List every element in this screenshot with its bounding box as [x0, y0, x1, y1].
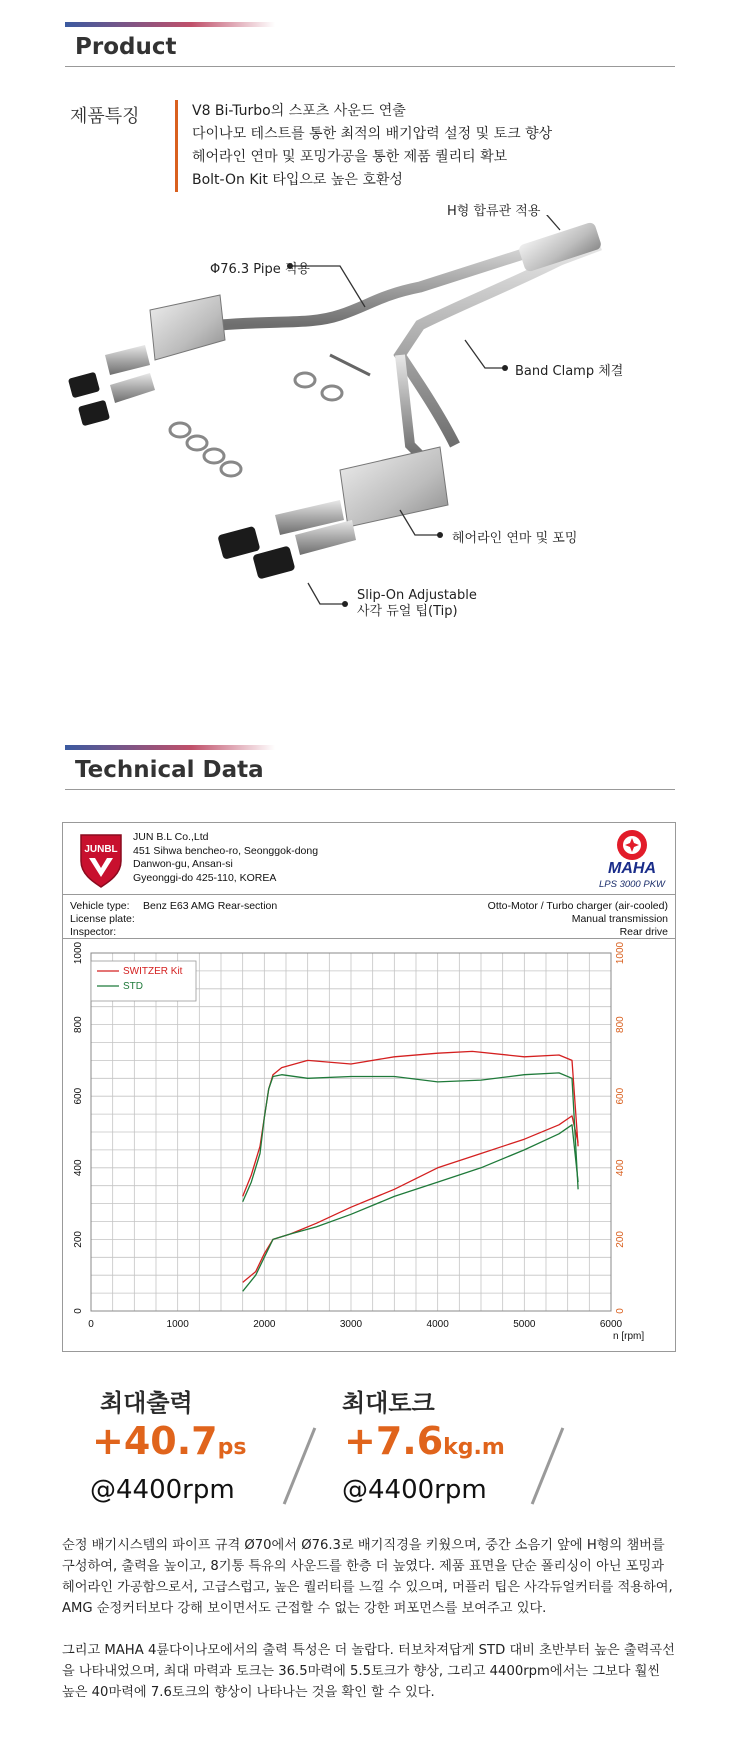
inspector-label: Inspector:	[70, 926, 117, 938]
address-line: Gyeonggi-do 425-110, KOREA	[133, 871, 277, 884]
divider-slash	[283, 1427, 316, 1504]
description-paragraph: 그리고 MAHA 4륜다이나모에서의 출력 특성은 더 놀랍다. 터보차져답게 STD 대비 초반부터 높은 출력곡선을 나타내었으며, 최대 마력과 토크는 36.5마력에 5.5토크가 향상, 그리고 4400rpm에서는 그보다 훨씬 높은 40마력에 7.6토크의 향상이 나타나는 것을 확인 할 수 있다.	[62, 1643, 675, 1700]
vehicle-type-label: Vehicle type:	[70, 900, 130, 912]
vehicle-type-value: Benz E63 AMG Rear-section	[143, 900, 278, 912]
dyno-model: LPS 3000 PKW	[598, 879, 665, 890]
transmission: Manual transmission	[571, 913, 668, 925]
y-tick-label-left: 400	[73, 1159, 84, 1177]
lower-tips	[217, 500, 356, 580]
x-tick-label: 3000	[339, 1319, 363, 1330]
y-tick-label-right: 0	[615, 1308, 626, 1314]
address-line: Danwon-gu, Ansan-si	[133, 858, 233, 870]
features-list	[175, 100, 552, 192]
company-name: JUN B.L Co.,Ltd	[133, 831, 209, 843]
x-tick-label: 2000	[253, 1319, 276, 1330]
max-torque-value: +7.6kg.m	[344, 1419, 505, 1463]
dyno-chart	[63, 941, 675, 1351]
feature-item: V8 Bi-Turbo의 스포츠 사운드 연출	[192, 103, 406, 119]
callout-slip-on-line2: 사각 듀얼 팁(Tip)	[357, 604, 458, 619]
header-divider	[65, 789, 675, 790]
x-axis-label: n [rpm]	[613, 1331, 645, 1342]
technical-title: Technical Data	[75, 757, 264, 783]
performance-stats	[90, 1383, 690, 1513]
feature-item: 헤어라인 연마 및 포밍가공을 통한 제품 퀄리티 확보	[192, 149, 508, 165]
y-tick-label-left: 800	[73, 1016, 84, 1033]
license-plate-label: License plate:	[70, 913, 135, 925]
y-tick-label-left: 1000	[73, 941, 84, 965]
upper-tips	[68, 345, 155, 426]
y-tick-label-right: 200	[615, 1231, 626, 1248]
max-torque-rpm: @4400rpm	[342, 1475, 487, 1505]
drive-type: Rear drive	[619, 926, 668, 938]
product-title: Product	[75, 34, 177, 60]
legend-label: SWITZER Kit	[123, 966, 183, 977]
lower-pipe	[400, 245, 600, 445]
torque-unit: kg.m	[443, 1435, 505, 1460]
engine-type: Otto-Motor / Turbo charger (air-cooled)	[487, 900, 668, 912]
svg-text:MAHA: MAHA	[608, 860, 656, 875]
x-tick-label: 0	[88, 1319, 94, 1330]
power-unit: ps	[217, 1435, 247, 1460]
legend-label: STD	[123, 981, 143, 992]
dyno-report	[62, 822, 676, 1352]
maha-logo	[593, 827, 671, 890]
callout-h-pipe: H형 합류관 적용	[447, 204, 541, 219]
header-divider	[65, 66, 675, 67]
feature-item: 다이나모 테스트를 통한 최적의 배기압력 설정 및 토크 향상	[192, 126, 553, 142]
x-tick-label: 4000	[426, 1319, 449, 1330]
callout-band-clamp: Band Clamp 체결	[515, 364, 624, 379]
upper-muffler	[150, 295, 225, 360]
header-accent-bar	[65, 22, 275, 27]
y-tick-label-left: 600	[73, 1087, 84, 1105]
feature-item: Bolt-On Kit 타입으로 높은 호환성	[192, 172, 403, 188]
y-tick-label-right: 600	[615, 1087, 626, 1105]
y-tick-label-left: 200	[73, 1231, 84, 1248]
divider-slash	[531, 1427, 564, 1504]
band-clamps	[170, 373, 342, 476]
callout-slip-on-line1: Slip-On Adjustable	[357, 588, 477, 603]
lower-muffler	[340, 447, 448, 527]
description	[62, 1535, 677, 1724]
max-torque-label: 최대토크	[342, 1389, 435, 1417]
callout-hairline: 헤어라인 연마 및 포밍	[452, 531, 578, 546]
dyno-header	[63, 823, 675, 895]
description-paragraph: 순정 배기시스템의 파이프 규격 Ø70에서 Ø76.3로 배기직경을 키웠으며, 중간 소음기 앞에 H형의 챔버를 구성하여, 출력을 높이고, 8기통 특유의 사운드를 한층 더 높였다. 제품 표면을 단순 폴리싱이 아닌 포밍과 헤어라인 가공함으로서, 고급스럽고, 높은 퀄러티를 느낄 수 있으며, 머플러 팁은 사각듀얼커터를 적용하여, AMG 순정커터보다 강해 보이면서도 근접할 수 없는 강한 퍼포먼스를 보여주고 있다.	[62, 1538, 673, 1616]
max-power-rpm: @4400rpm	[90, 1475, 235, 1505]
max-power-value: +40.7ps	[92, 1419, 247, 1463]
exhaust-illustration	[60, 215, 700, 715]
callout-slip-on	[357, 588, 477, 620]
features-label: 제품특징	[70, 106, 140, 127]
company-address	[133, 831, 318, 885]
callout-pipe-diameter: Φ76.3 Pipe 적용	[210, 262, 310, 277]
y-tick-label-right: 1000	[615, 941, 626, 965]
header-accent-bar	[65, 745, 275, 750]
y-tick-label-right: 400	[615, 1159, 626, 1177]
address-line: 451 Sihwa bencheo-ro, Seonggok-dong	[133, 844, 319, 857]
max-power-label: 최대출력	[100, 1389, 193, 1417]
y-tick-label-right: 800	[615, 1016, 626, 1033]
x-tick-label: 6000	[599, 1319, 623, 1330]
vehicle-info	[63, 895, 675, 939]
y-tick-label-left: 0	[73, 1308, 84, 1314]
exhaust-system-image	[60, 204, 700, 715]
x-tick-label: 1000	[166, 1319, 189, 1330]
svg-text:JUNBL: JUNBL	[84, 844, 118, 855]
series-line-switzer-power	[243, 1051, 578, 1196]
junbl-logo	[77, 831, 125, 893]
x-tick-label: 5000	[513, 1319, 536, 1330]
